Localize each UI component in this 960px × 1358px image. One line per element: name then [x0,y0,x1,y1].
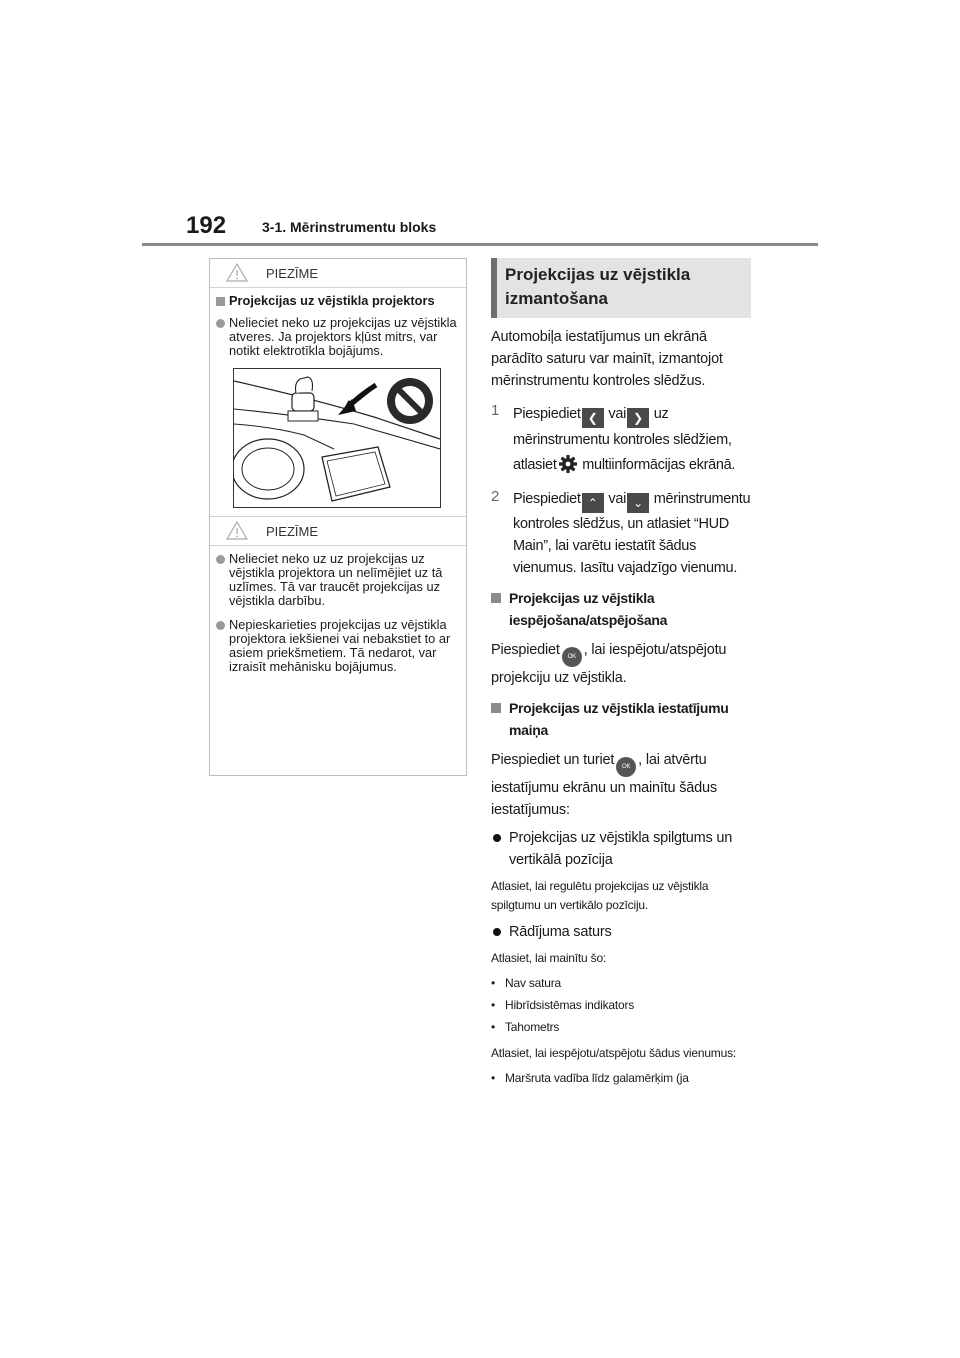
dot-bullet-icon [216,319,225,328]
section-header: 3-1. Mērinstrumentu bloks [262,219,437,235]
note-item-text: Nelieciet neko uz projekcijas uz vējstikla atveres. Ja projektors kļūst mitrs, var notikt elektrotīkla bojājums. [229,315,457,358]
paragraph-text: Piespiediet un turiet [491,752,615,768]
section-title: Projekcijas uz vējstikla izmantošana [491,258,751,318]
step-2 [491,488,751,579]
bullet-item [491,827,751,871]
list-item: • Maršruta vadība līdz galamērķim (ja [491,1067,751,1089]
bullet-text: Projekcijas uz vējstikla spilgtums un vertikālā pozīcija [509,830,733,868]
chevron-left-icon: ❮ [582,408,604,428]
subsection-heading-text: Projekcijas uz vējstikla iespējošana/atspējošana [509,590,668,628]
list-item-text: Maršruta vadība līdz galamērķim (ja [505,1071,689,1085]
subsection-heading [491,697,751,741]
note-box [209,258,467,776]
note-title: PIEZĪME [266,523,319,539]
ok-button-icon: OK [562,647,582,667]
chevron-right-icon: ❯ [627,408,649,428]
note-item [216,552,458,608]
chevron-up-icon: ⌃ [582,493,604,513]
step-text: Piespiediet [513,491,581,507]
chevron-down-icon: ⌄ [627,493,649,513]
warning-icon [226,521,248,540]
description: Atlasiet, lai iespējotu/atspējotu šādus vienumus: [491,1046,737,1060]
dot-bullet-icon [493,928,501,936]
paragraph-text: , lai atvērtu iestatījumu ekrānu un mainītu šādus iestatījumus: [491,752,717,818]
paragraph-text: Piespiediet [491,642,560,658]
paragraph [491,749,751,821]
description: Atlasiet, lai mainītu šo: [491,951,607,965]
step-1 [491,402,751,478]
note-title: PIEZĪME [266,265,319,281]
ok-button-icon: OK [616,757,636,777]
step-text: Piespiediet [513,406,581,422]
note-item-text: Nelieciet neko uz uz projekcijas uz vējstikla projektora un nelīmējiet uz tā uzlīmes. Tā var traucēt projekcijas uz vējstikla darbību. [229,551,443,608]
step-text: atlasiet [513,457,557,473]
step-text: vai [608,406,627,422]
right-column [491,258,751,1089]
gear-icon [558,454,578,474]
note-item [216,618,458,674]
intro-text: Automobiļa iestatījumus un ekrānā parādīto saturu var mainīt, izmantojot mērinstrumentu kontroles slēdžus. [491,329,723,389]
square-bullet-icon [491,703,501,713]
list-item: • Tahometrs [491,1016,751,1038]
dot-bullet-icon [493,834,501,842]
list-item: • Hibrīdsistēmas indikators [491,994,751,1016]
list-item-text: Hibrīdsistēmas indikators [505,998,635,1012]
bullet-item [491,921,751,943]
dot-bullet-icon [216,555,225,564]
note-item-text: Nepieskarieties projekcijas uz vējstikla projektora iekšienei vai nebakstiet to ar asiem priekšmetiem. Tā nedarot, var izraisīt mehānisku bojājumus. [229,617,451,674]
step-text: multiinformācijas ekrānā. [582,457,736,473]
bullet-text: Rādījuma saturs [509,924,612,940]
page-number: 192 [186,212,227,239]
note-item [216,316,458,358]
square-bullet-icon [491,593,501,603]
header-rule [142,243,818,246]
dashboard-illustration [233,368,441,508]
note-heading-text: Projekcijas uz vējstikla projektors [229,293,435,308]
description: Atlasiet, lai regulētu projekcijas uz vējstikla spilgtumu un vertikālo pozīciju. [491,879,709,912]
dashboard-projector-icon [234,369,440,507]
list-item-text: Tahometrs [505,1020,560,1034]
step-text: mērinstrumentu kontroles slēdžus, un atlasiet “HUD Main”, lai varētu iestatīt šādus vienumus. Iasītu vajadzīgo vienumu. [513,491,751,576]
step-text: vai [608,491,627,507]
warning-icon [226,263,248,282]
paragraph [491,639,751,689]
step-number: 1 [491,402,500,419]
dot-bullet-icon [216,621,225,630]
square-bullet-icon [216,297,225,306]
paragraph-text: , lai iespējotu/atspējotu projekciju uz vējstikla. [491,642,727,686]
subsection-heading [491,587,751,631]
note-heading [216,294,458,308]
subsection-heading-text: Projekcijas uz vējstikla iestatījumu maiņa [509,700,729,738]
step-number: 2 [491,488,500,505]
note-header [210,259,466,288]
note-header [210,517,466,546]
step-text: uz mērinstrumentu kontroles slēdžiem, [513,406,732,448]
list-item: • Nav satura [491,972,751,994]
list-item-text: Nav satura [505,976,562,990]
